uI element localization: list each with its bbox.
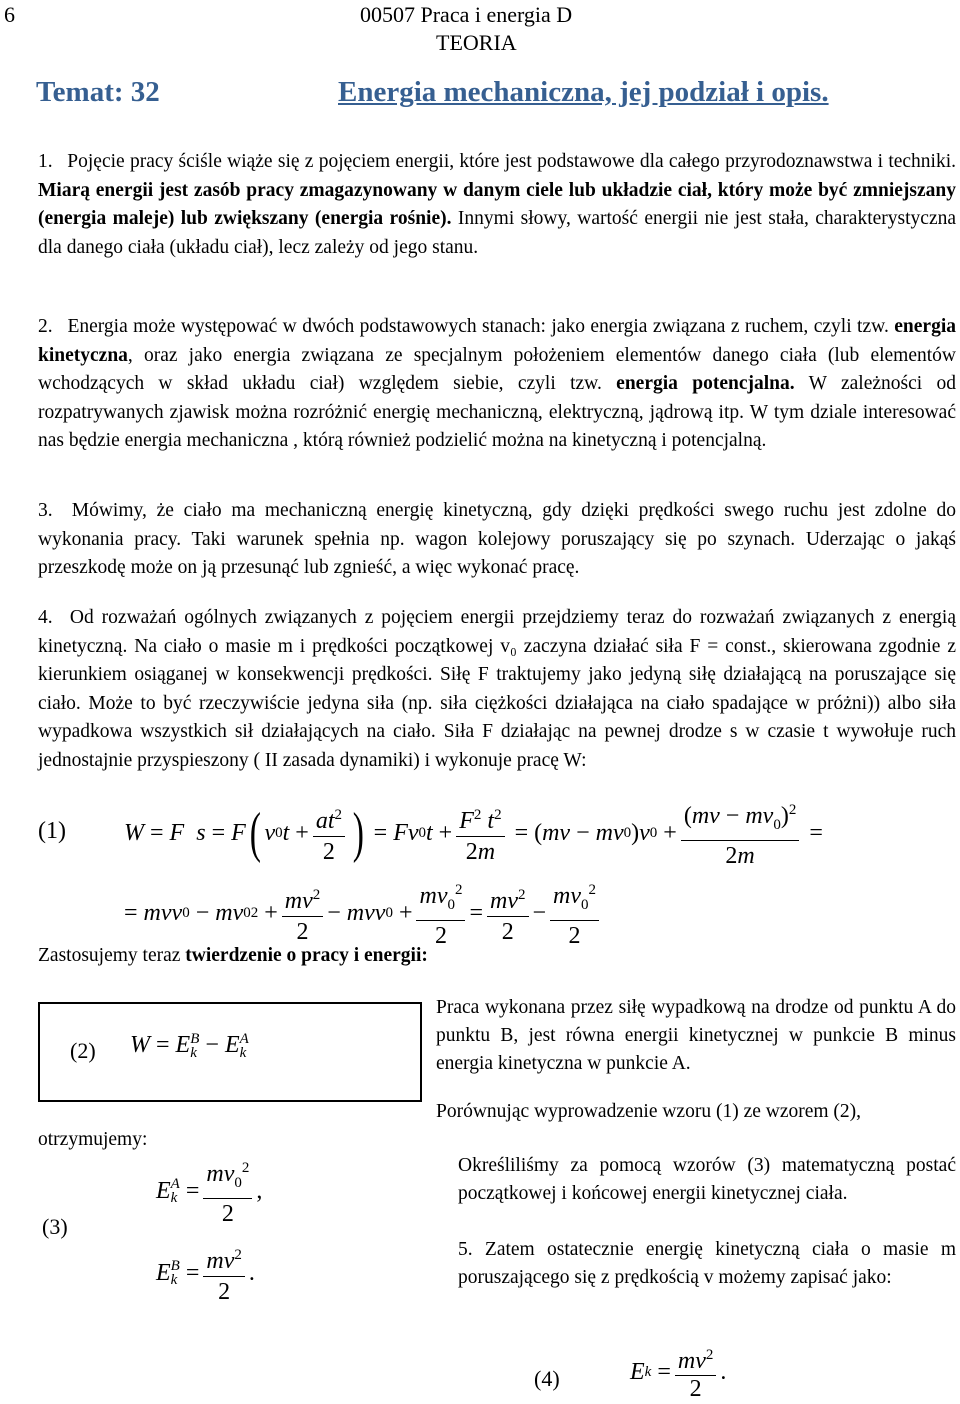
section-label: TEORIA bbox=[436, 30, 517, 55]
paragraph-3 bbox=[38, 497, 956, 583]
paragraph-2 bbox=[38, 313, 956, 456]
paragraph-number: 3. bbox=[38, 500, 53, 521]
paragraph-bold-text: energia potencjalna. bbox=[616, 373, 795, 395]
paragraph-number: 2. bbox=[38, 316, 53, 337]
page-number: 6 bbox=[4, 2, 15, 27]
paragraph-text: , oraz jako energia związana ze specjalnym położeniem elementów danego ciała (lub elementów wchodzących w skład układu ciał) względem siebie, czyli tzw. bbox=[38, 344, 956, 395]
equation-1-line-1: W = F s = F ( v 0 t + $\frac{at^2}{2}$ ) = Fv 0 t + $\frac{F^2 t^2}{2m}$ = ( mv − mv 0 ) v 0 + $\frac{(mv - mv_0)^2}{2m}$ = bbox=[124, 796, 823, 870]
equation-2: W = E B k − E A k bbox=[130, 1031, 249, 1062]
equation-4-label: (4) bbox=[534, 1366, 560, 1391]
paragraph-number: 1. bbox=[38, 151, 53, 172]
theorem-intro-text: Zastosujemy teraz bbox=[38, 945, 186, 966]
paragraph-bold-text: energia kinetyczna bbox=[38, 316, 957, 366]
paragraph-text: Mówimy, że ciało ma mechaniczną energię kinetyczną, gdy dzięki prędkości swego ruchu jest zdolne do wykonania pracy. Taki warunek spełnia np. wagon kolejowy poruszający się po szynach. Uderzając o jakąś przeszkodę może on ją przesunąć lub zgnieść, a więc wykonać pracę. bbox=[38, 500, 956, 579]
equation-3-final: E B k = $\frac{mv^2}{2}$ . bbox=[156, 1236, 255, 1310]
paragraph-4 bbox=[38, 604, 956, 776]
comparison-text: Porównując wyprowadzenie wzoru (1) ze wzorem (2), bbox=[436, 1101, 862, 1122]
result-label: otrzymujemy: bbox=[38, 1129, 148, 1150]
equation-3-initial: E A k = $\frac{mv_0^2}{2}$ , bbox=[156, 1154, 262, 1228]
equation-3-label: (3) bbox=[42, 1214, 68, 1239]
formula-3-description: Określiliśmy za pomocą wzorów (3) matematyczną postać początkowej i końcowej energii kinetycznej ciała. bbox=[458, 1155, 956, 1204]
equation-2-label: (2) bbox=[70, 1038, 96, 1063]
paragraph-bold-text: Miarą energii jest zasób pracy zmagazynowany w danym ciele lub układzie ciał, który może być zmniejszany (energia maleje) lub zwiększany (energia rośnie). bbox=[38, 179, 956, 230]
document-code: 00507 Praca i energia D bbox=[360, 2, 573, 27]
paragraph-text: W zależności od rozpatrywanych zjawisk można rozróżnić energię mechaniczną, elektryczną, jądrową itp. W tym dziale interesować nas będzie energia mechaniczna , którą również podzielić można na kinetyczną i potencjalną. bbox=[38, 373, 956, 452]
theorem-explanation: Praca wykonana przez siłę wypadkową na drodze od punktu A do punktu B, jest równa energii kinetycznej w punkcie B minus energia kinetyczna w punkcie A. bbox=[436, 997, 956, 1074]
equation-3-dot: . bbox=[248, 1259, 255, 1286]
equation-1-line-2: = mvv 0 − mv 0 2 + $\frac{mv^2}{2}$ − mvv 0 + $\frac{mv_0^2}{2}$ = $\frac{mv^2}{2}$ − $\frac{mv_0^2}{2}$ bbox=[124, 876, 603, 950]
equation-1-label: (1) bbox=[38, 818, 66, 844]
equation-3-comma: , bbox=[256, 1177, 263, 1204]
paragraph-text: Pojęcie pracy ściśle wiąże się z pojęciem energii, które jest podstawowe dla całego przyrodoznawstwa i techniki. bbox=[67, 151, 957, 172]
paragraph-text: Energia może występować w dwóch podstawowych stanach: jako energia związana z ruchem, czyli tzw. bbox=[67, 316, 895, 337]
conclusion-text: 5. Zatem ostatecznie energię kinetyczną ciała o masie m poruszającego się z prędkością v możemy zapisać jako: bbox=[458, 1239, 956, 1288]
paragraph-number: 4. bbox=[38, 607, 53, 628]
topic-title: Energia mechaniczna, jej podział i opis. bbox=[338, 76, 829, 108]
paragraph-1 bbox=[38, 148, 956, 262]
theorem-intro-bold: twierdzenie o pracy i energii: bbox=[185, 945, 428, 966]
equation-4: E k = $\frac{mv^2}{2}$ . bbox=[630, 1340, 726, 1404]
paragraph-text: Od rozważań ogólnych związanych z pojęciem energii przejdziemy teraz do rozważań związanych z energią kinetyczną. Na ciało o masie m i prędkości początkowej v₀ zaczyna działać siła F = const., skierowana zgodnie z kierunkiem osiąganej w konsekwencji prędkości. Siłę F traktujemy jako jedyną siłę działającą na poruszające się ciało. Może to być rzeczywiście jedyna siła (np. siła ciężkości działająca na ciało spadające w próżni)) albo siła wypadkowa wszystkich sił działających na ciało. Siła F działając na pewnej drodze s w czasie t wywołuje ruch jednostajnie przyspieszony ( II zasada dynamiki) i wykonuje pracę W: bbox=[38, 607, 956, 771]
paragraph-text: Innymi słowy, wartość energii nie jest stała, charakterystyczna dla danego ciała (układu ciał), lecz zależy od jego stanu. bbox=[38, 208, 957, 258]
theorem-intro bbox=[38, 942, 428, 971]
topic-label: Temat: 32 bbox=[36, 76, 160, 108]
